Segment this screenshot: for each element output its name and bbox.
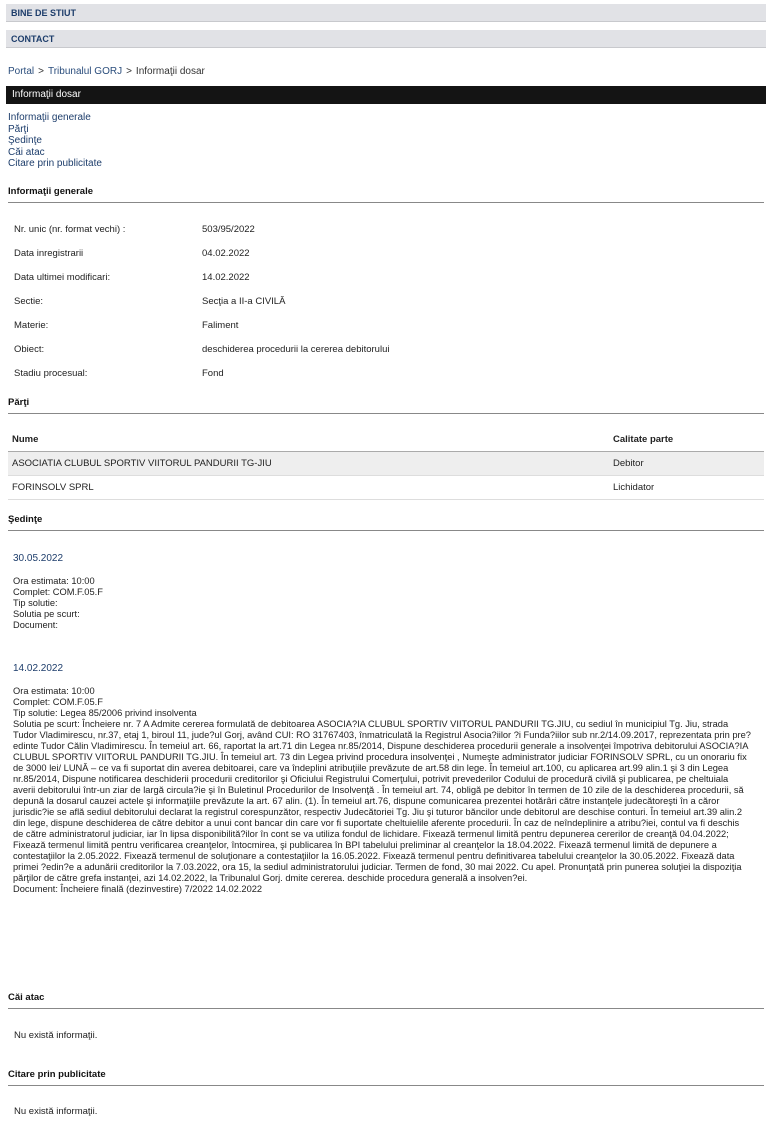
table-row (8, 476, 764, 500)
hearing-details (13, 576, 752, 631)
section-heading-general: Informaţii generale (8, 186, 764, 203)
parties-table (8, 428, 764, 500)
hearing-solution-type: Tip solutie: (13, 598, 58, 608)
breadcrumb-separator: > (126, 66, 132, 77)
info-value: 503/95/2022 (202, 224, 255, 235)
party-name: FORINSOLV SPRL (12, 482, 94, 493)
info-label: Obiect: (14, 344, 45, 355)
info-value: Fond (202, 368, 224, 379)
column-header-nume: Nume (12, 434, 39, 445)
info-label: Data inregistrarii (14, 248, 84, 259)
hearing-document: Document: Încheiere finală (dezinvestire) 7/2022 14.02.2022 (13, 884, 263, 894)
hearing-date: 14.02.2022 (13, 663, 64, 674)
breadcrumb-court-link[interactable]: Tribunalul GORJ (47, 66, 123, 77)
section-anchor-list (8, 112, 102, 170)
cai-atac-empty-message: Nu există informaţii. (14, 1030, 98, 1041)
hearing-panel: Complet: COM.F.05.F (13, 697, 103, 707)
info-label: Data ultimei modificari: (14, 272, 111, 283)
hearing-document: Document: (13, 620, 58, 630)
info-label: Stadiu procesual: (14, 368, 88, 379)
hearing-solution-type: Tip solutie: Legea 85/2006 privind insolventa (13, 708, 197, 718)
info-value: Secţia a II-a CIVILĂ (202, 296, 286, 307)
panel-title-bar: Informaţii dosar (6, 86, 766, 104)
section-heading-citare: Citare prin publicitate (8, 1069, 764, 1086)
party-role: Debitor (613, 458, 644, 469)
hearing-solution-summary: Solutia pe scurt: (13, 609, 80, 619)
info-label: Sectie: (14, 296, 44, 307)
info-value: 04.02.2022 (202, 248, 250, 259)
info-value: Faliment (202, 320, 239, 331)
breadcrumb-current: Informaţii dosar (135, 66, 205, 77)
info-label: Nr. unic (nr. format vechi) : (14, 224, 126, 235)
nav-contact[interactable]: CONTACT (6, 30, 766, 48)
breadcrumb-separator: > (38, 66, 44, 77)
anchor-parti[interactable]: Părţi (8, 123, 29, 135)
hearing-date: 30.05.2022 (13, 553, 64, 564)
column-header-calitate: Calitate parte (613, 434, 674, 445)
party-name: ASOCIATIA CLUBUL SPORTIV VIITORUL PANDURII TG-JIU (12, 458, 272, 469)
anchor-sedinte[interactable]: Şedinţe (8, 135, 42, 146)
citare-empty-message: Nu există informaţii. (14, 1106, 98, 1117)
hearing-time: Ora estimata: 10:00 (13, 576, 95, 586)
party-role: Lichidator (613, 482, 655, 493)
anchor-cai-atac[interactable]: Căi atac (8, 146, 45, 158)
hearing-time: Ora estimata: 10:00 (13, 686, 95, 696)
hearing-panel: Complet: COM.F.05.F (13, 587, 103, 597)
breadcrumb-portal-link[interactable]: Portal (8, 66, 35, 77)
hearing-details (13, 686, 752, 895)
info-label: Materie: (14, 320, 49, 331)
hearing-solution-summary: Solutia pe scurt: Încheiere nr. 7 A Admite cererea formulată de debitoarea ASOCIA?IA CLUBUL SPORTIV VIITORUL PANDURII TG.JIU, cu sediul în municipiul Tg. Jiu, strada Tudor Vladimirescu, nr.37, etaj 1, biroul 11, jude?ul Gorj, având CUI: RO 31767403, înmatriculată la Registrul Asocia?iilor ?i Funda?iilor sub nr.2/14.09.2017, reprezentata prin pre?edinte Tudor Călin Vladimirescu. În temeiul art. 66, raportat la art.71 din Legea nr.85/2014, Dispune deschiderea procedurii generale a insolvenţei împotriva debitorului ASOCIA?IA CLUBUL SPORTIV VIITORUL PANDURII TG.JIU. În temeiul art. 73 din Legea privind procedura insolvenţei , Numeşte administrator judiciar FORINSOLV SPRL, cu un onorariu fix de 3000 lei/ LUNĂ – ce va fi suportat din averea debitoarei, care va îndeplini atribuţiile prevăzute de art.58 din lege. În temeiul art.100, cu aplicarea art.99 alin.1 şi 3 din Legea nr.85/2014, Dispune notificarea deschiderii procedurii creditorilor şi Oficiului Registrului Comerţului, potrivit prevederilor Codului de procedură civilă şi publicarea, pe cheltuiala averii debitorului într-un ziar de largă circula?ie şi în Buletinul Procedurilor de Insolvenţă . În temeiul art. 74, obligă pe debitor în termen de 10 zile de la deschiderea procedurii, să depună la dosarul cauzei actele şi informaţiile prevăzute la art. 67 alin. (1). În temeiul art.76, dispune comunicarea prezentei hotărâri către instanţele judecătoreşti în a căror jurisdic?ie se află sediul debitorului declarat la registrul corespunzător, respectiv Judecătoriei Tg. Jiu şi tuturor băncilor unde debitorul are deschise conturi. În temeiul art.39 alin.2 din lege, dispune deschiderea de către debitor a unui cont bancar din care vor fi suportate cheltuielile aferente procedurii. În caz de neîndeplinire a atribu?iei, contul va fi deschis de către administratorul judiciar, iar în lipsa disponibilită?ilor în cont se va utiliza fondul de lichidare. Fixează termenul limită pentru depunerea cererilor de creanţă 04.04.2022; Fixează termenul limită pentru verificarea creanţelor, întocmirea, şi publicarea în BPI tabelului preliminar al creanţelor la 18.04.2022. Fixează termenul limită de depunere a contestaţiilor la 2.05.2022. Fixează termenul de soluţionare a contestaţiilor la 16.05.2022. Fixează termenul pentru definitivarea tabelului creanţelor la 30.05.2022. Fixează data primei ?edin?e a adunării creditorilor la 7.03.2022, ora 15, la sediul administratorului judiciar. Termen de fond, 30 mai 2022. Cu apel. Pronunţată prin punerea soluţiei la dispoziţia părţilor de către grefa instanţei, azi 14.02.2022, la Tribunalul Gorj. dmite cererea. deschide procedura generală a insolven?ei. (13, 719, 751, 883)
section-heading-sedinte: Şedinţe (8, 514, 764, 531)
section-heading-cai-atac: Căi atac (8, 992, 764, 1009)
table-header-row (8, 428, 764, 452)
info-value: deschiderea procedurii la cererea debitorului (202, 344, 390, 355)
breadcrumb (8, 66, 205, 77)
nav-bine-de-stiut[interactable]: BINE DE STIUT (6, 4, 766, 22)
anchor-citare-publicitate[interactable]: Citare prin publicitate (8, 158, 102, 169)
info-value: 14.02.2022 (202, 272, 250, 283)
anchor-informatii-generale[interactable]: Informaţii generale (8, 112, 91, 123)
table-row (8, 452, 764, 476)
section-heading-parti: Părţi (8, 397, 764, 414)
